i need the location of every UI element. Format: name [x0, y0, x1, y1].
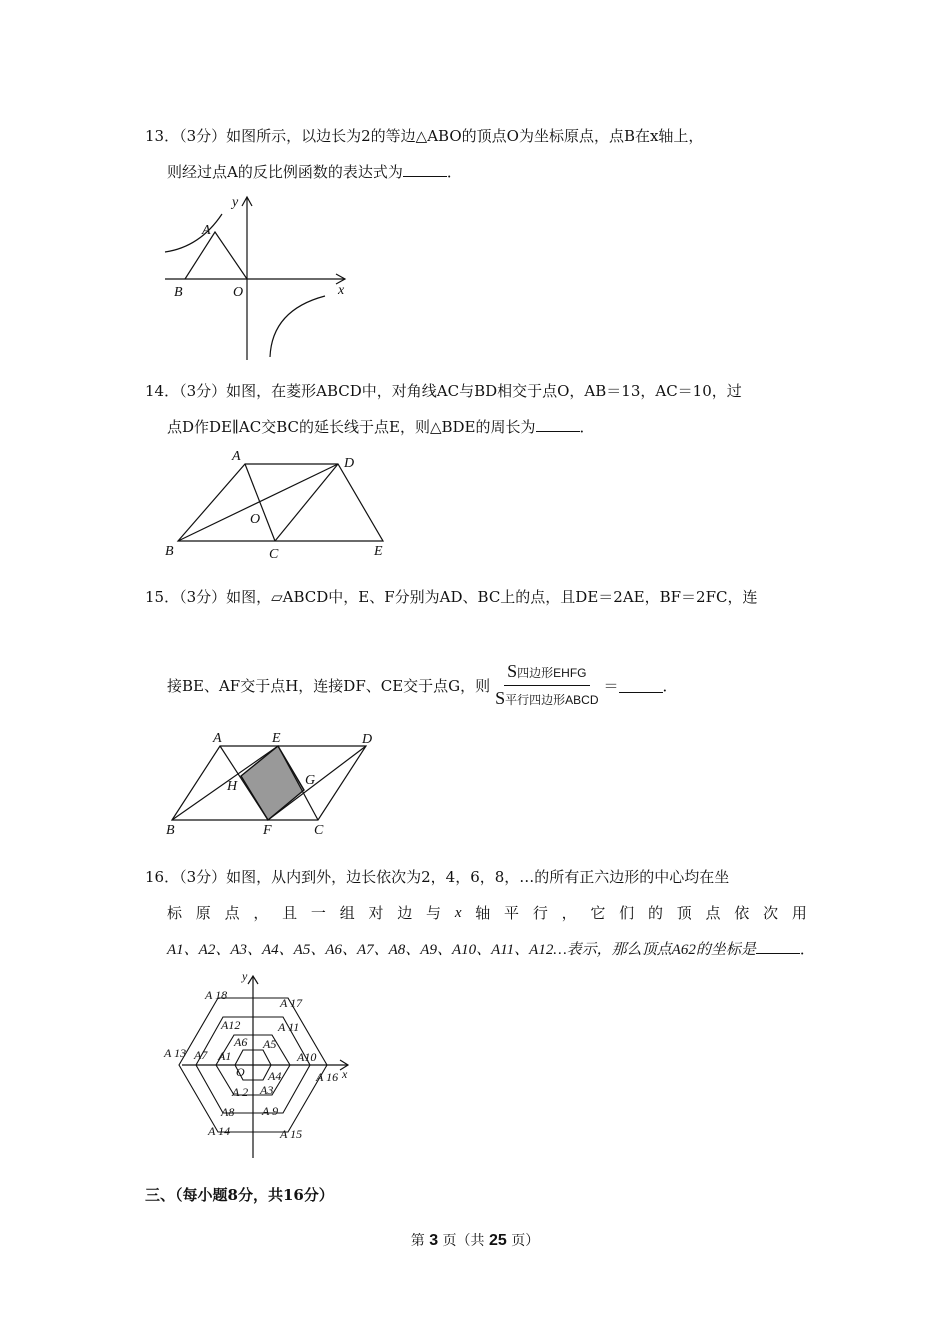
figure-14	[158, 448, 398, 570]
answer-blank-13	[403, 162, 447, 177]
question-16	[145, 866, 815, 961]
label-A: A	[213, 731, 222, 746]
q16-line2-char: 边	[397, 904, 413, 922]
label-E: E	[272, 731, 281, 746]
q14-line2: 点D作DE∥AC交BC的延长线于点E，则△BDE的周长为 ．	[167, 418, 595, 436]
label-D: D	[344, 456, 355, 471]
q16-line1: 16．（3分）如图，从内到外，边长依次为2，4，6，8，…的所有正六边形的中心均在坐	[145, 868, 730, 886]
label-E: E	[374, 544, 383, 559]
label-A9: A 9	[262, 1104, 279, 1118]
label-x: x	[338, 283, 345, 298]
q16-line2-char: 一	[310, 904, 326, 922]
question-15	[145, 586, 810, 711]
q16-line2-char: ，	[561, 904, 577, 922]
answer-blank-16	[756, 939, 800, 954]
q16-line2-char: 顶	[676, 904, 692, 922]
answer-blank-14	[536, 417, 580, 432]
q16-line2-justified	[167, 902, 807, 924]
label-A: A	[232, 449, 241, 464]
label-A15: A 15	[280, 1127, 303, 1141]
q16-line2-char: 标	[167, 904, 183, 922]
label-A4: A4	[268, 1069, 282, 1083]
q16-line2-char: 行	[532, 904, 548, 922]
q14-line1: 14．（3分）如图，在菱形ABCD中，对角线AC与BD相交于点O，AB＝13，AC＝10，过	[145, 382, 742, 400]
label-A12: A12	[221, 1018, 241, 1032]
q16-line2-char: 依	[734, 904, 750, 922]
q15-line1: 15．（3分）如图，▱ABCD中，E、F分别为AD、BC上的点，且DE＝2AE，BF＝2FC，连	[145, 588, 758, 606]
label-O: O	[236, 1065, 245, 1079]
q16-line2-char: 对	[368, 904, 384, 922]
area-ratio-fraction: $\frac{\text{S四边形EHFG}}{\text{S平行四边形ABCD}}$	[495, 661, 599, 708]
page-footer: 第 3 页（共 25 页）	[410, 1232, 540, 1249]
q16-line2-char: 原	[195, 904, 211, 922]
label-O: O	[233, 285, 244, 300]
q16-line2-char: 与	[426, 904, 442, 922]
label-A2: A 2	[232, 1085, 249, 1099]
q16-line2	[145, 902, 810, 924]
q16-line2-char: 点	[224, 904, 240, 922]
q16-line2-char: ，	[253, 904, 269, 922]
q16-line2-char: 用	[791, 904, 807, 922]
label-A: A	[202, 223, 211, 238]
q16-line2-char: 组	[339, 904, 355, 922]
label-A17: A 17	[280, 996, 303, 1010]
question-14	[145, 380, 810, 438]
q16-line2-char: 的	[647, 904, 663, 922]
label-D: D	[362, 732, 373, 747]
label-A1: A1	[218, 1049, 232, 1063]
q16-line2-char: 平	[504, 904, 520, 922]
label-A5: A5	[263, 1037, 277, 1051]
label-A8: A8	[221, 1105, 235, 1119]
q13-line2: 则经过点A的反比例函数的表达式为 ．	[167, 163, 462, 181]
label-A18: A 18	[205, 988, 228, 1002]
label-A10: A10	[297, 1050, 317, 1064]
label-y: y	[242, 969, 248, 983]
label-A11: A 11	[278, 1020, 300, 1034]
label-A7: A7	[194, 1048, 208, 1062]
label-A3: A3	[260, 1083, 274, 1097]
label-C: C	[269, 547, 279, 562]
label-O: O	[250, 512, 261, 527]
q16-line2-char: 轴	[475, 904, 491, 922]
label-A16: A 16	[316, 1070, 339, 1084]
question-13	[145, 125, 810, 183]
figure-16	[160, 968, 360, 1164]
q15-line2: 接BE、AF交于点H，连接DF、CE交于点G，则 $\frac{\text{S四边形EHFG}}{\text{S平行四边形ABCD}}$ ＝ ．	[145, 660, 810, 711]
label-B: B	[166, 823, 175, 838]
q16-line2-char: x	[454, 905, 462, 921]
page-number: 3	[429, 1232, 439, 1249]
section-3-heading: 三、（每小题8分，共16分）	[145, 1186, 334, 1204]
figure-13	[160, 192, 360, 368]
q16-line2-char: 次	[763, 904, 779, 922]
label-A6: A6	[234, 1035, 248, 1049]
q16-line2-char: 它	[590, 904, 606, 922]
label-C: C	[314, 823, 324, 838]
q16-line2-char: 点	[705, 904, 721, 922]
label-H: H	[227, 779, 238, 794]
label-x: x	[342, 1067, 348, 1081]
label-A13: A 13	[164, 1046, 187, 1060]
label-G: G	[305, 773, 316, 788]
label-A14: A 14	[208, 1124, 231, 1138]
label-F: F	[263, 823, 272, 838]
q16-line3: A1、A2、A3、A4、A5、A6、A7、A8、A9、A10、A11、A12…表示，那么顶点A62的坐标是 ．	[167, 940, 815, 958]
q16-line2-char: 且	[282, 904, 298, 922]
figure-15	[160, 728, 390, 844]
page-total: 25	[489, 1232, 507, 1249]
q16-line2-char: 们	[619, 904, 635, 922]
label-B: B	[174, 285, 183, 300]
q13-line1: 13．（3分）如图所示，以边长为2的等边△ABO的顶点O为坐标原点，点B在x轴上，	[145, 127, 704, 145]
label-B: B	[165, 544, 174, 559]
label-y: y	[232, 195, 239, 210]
answer-blank-15	[619, 678, 663, 693]
